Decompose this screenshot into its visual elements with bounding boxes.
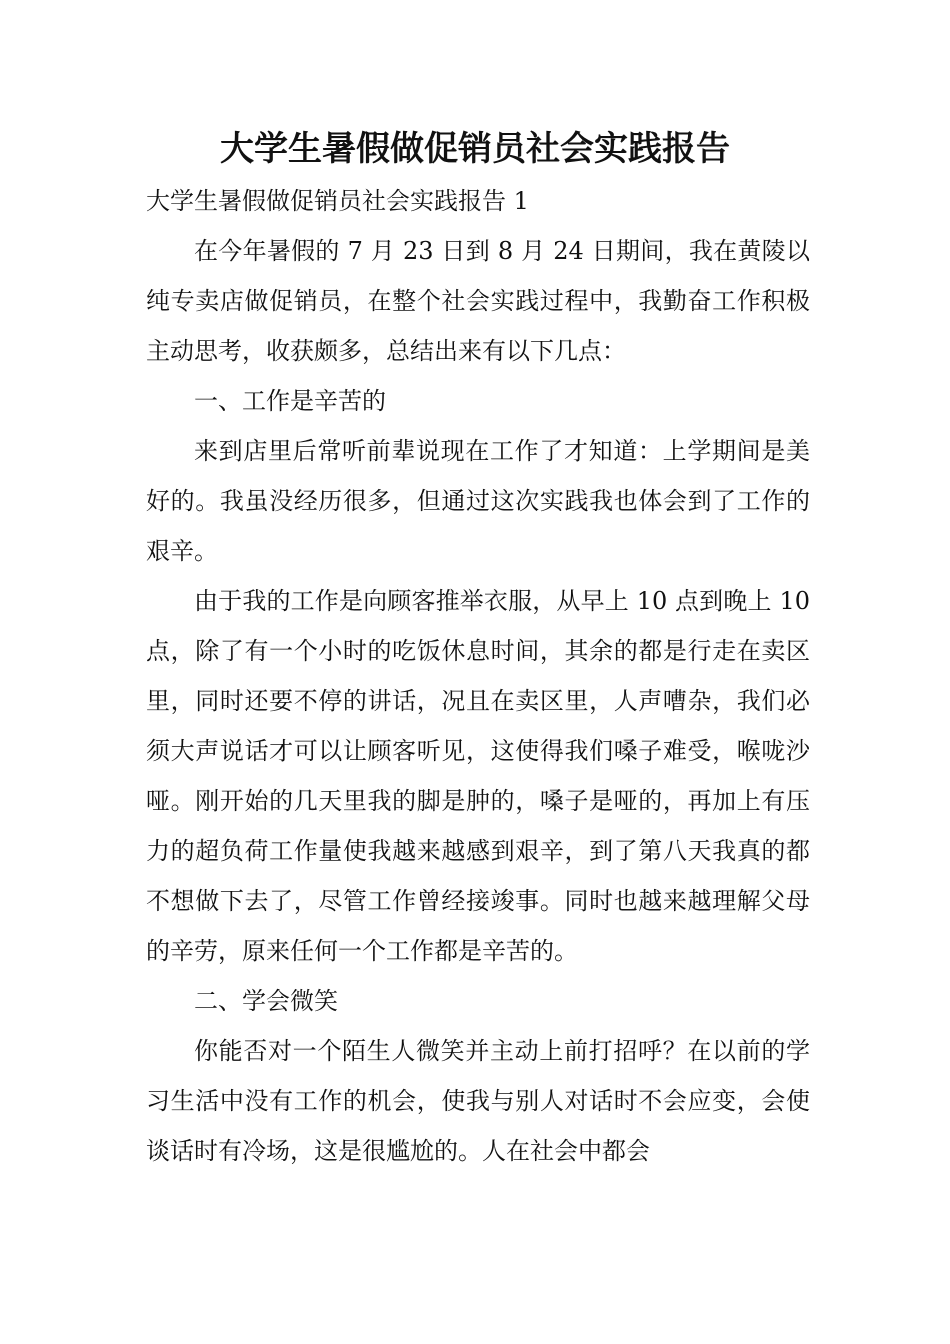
- section-heading-1: 一、工作是辛苦的: [194, 387, 386, 415]
- section-heading-2: 二、学会微笑: [194, 987, 338, 1015]
- paragraph-work-hard-1: 来到店里后常听前辈说现在工作了才知道：上学期间是美好的。我虽没经历很多，但通过这次实践我也体会到了工作的艰辛。: [146, 437, 810, 565]
- page-title: 大学生暑假做促销员社会实践报告: [220, 129, 730, 169]
- paragraph-intro: 在今年暑假的 7 月 23 日到 8 月 24 日期间，我在黄陵以纯专卖店做促销员，在整个社会实践过程中，我勤奋工作积极主动思考，收获颇多，总结出来有以下几点：: [146, 237, 810, 365]
- document-body: [146, 176, 810, 1176]
- paragraph-smile: 你能否对一个陌生人微笑并主动上前打招呼？在以前的学习生活中没有工作的机会，使我与别人对话时不会应变，会使谈话时有冷场，这是很尴尬的。人在社会中都会: [146, 1037, 810, 1165]
- paragraph-work-hard-2: 由于我的工作是向顾客推举衣服，从早上 10 点到晚上 10 点，除了有一个小时的吃饭休息时间，其余的都是行走在卖区里，同时还要不停的讲话，况且在卖区里，人声嘈杂，我们必须大声说话才可以让顾客听见，这使得我们嗓子难受，喉咙沙哑。刚开始的几天里我的脚是肿的，嗓子是哑的，再加上有压力的超负荷工作量使我越来越感到艰辛，到了第八天我真的都不想做下去了，尽管工作曾经接竣事。同时也越来越理解父母的辛劳，原来任何一个工作都是辛苦的。: [146, 587, 810, 965]
- report-subtitle: 大学生暑假做促销员社会实践报告 1: [146, 187, 529, 215]
